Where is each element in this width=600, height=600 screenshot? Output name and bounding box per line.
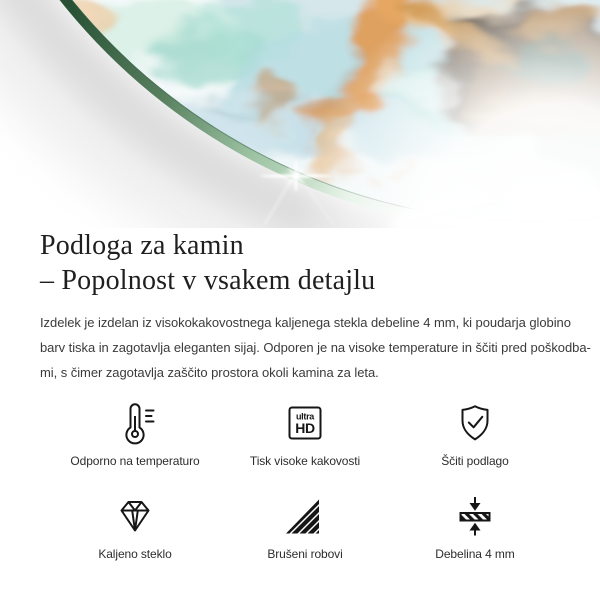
feature-tempered-glass <box>50 492 220 561</box>
description-line: Izdelek je izdelan iz visokokakovostnega kaljenega stekla debeline 4 mm, ki poudarja globino <box>40 315 571 330</box>
diamond-icon <box>113 494 157 538</box>
feature-label: Ščiti podlago <box>441 454 509 468</box>
feature-label: Tisk visoke kakovosti <box>249 454 361 468</box>
product-description-section <box>0 228 600 561</box>
thickness-icon <box>453 494 497 538</box>
feature-thickness <box>390 492 560 561</box>
description-line: barv tiska in zagotavlja eleganten sijaj. Odporen je na visoke temperature in ščiti pred poškodba- <box>40 340 591 355</box>
feature-label: Brušeni robovi <box>267 547 343 561</box>
description-line: mi, s čimer zagotavlja zaščito prostora okoli kamina za leta. <box>40 365 379 380</box>
shield-check-icon <box>453 401 497 445</box>
feature-temperature-resistant <box>50 399 220 468</box>
feature-label: Debelina 4 mm <box>435 547 515 561</box>
page-title-line1: Podloga za kamin <box>40 230 244 261</box>
page-title-line2: – Popolnost v vsakem detajlu <box>40 265 376 296</box>
feature-label: Kaljeno steklo <box>98 547 172 561</box>
thermometer-icon <box>113 401 157 445</box>
page-title <box>40 228 560 298</box>
feature-beveled-edges <box>220 492 390 561</box>
feature-protects-surface <box>390 399 560 468</box>
ultra-hd-badge-top: ultra <box>295 411 315 422</box>
product-description-text <box>40 310 591 385</box>
ultra-hd-badge-bottom: HD <box>295 420 315 436</box>
feature-grid <box>40 385 560 561</box>
product-hero-image <box>0 0 600 228</box>
ultra-hd-icon <box>283 401 327 445</box>
beveled-edges-icon <box>283 494 327 538</box>
glass-panel-marble-illustration <box>0 0 600 228</box>
feature-label: Odporno na temperaturo <box>70 454 200 468</box>
feature-print-quality <box>220 399 390 468</box>
